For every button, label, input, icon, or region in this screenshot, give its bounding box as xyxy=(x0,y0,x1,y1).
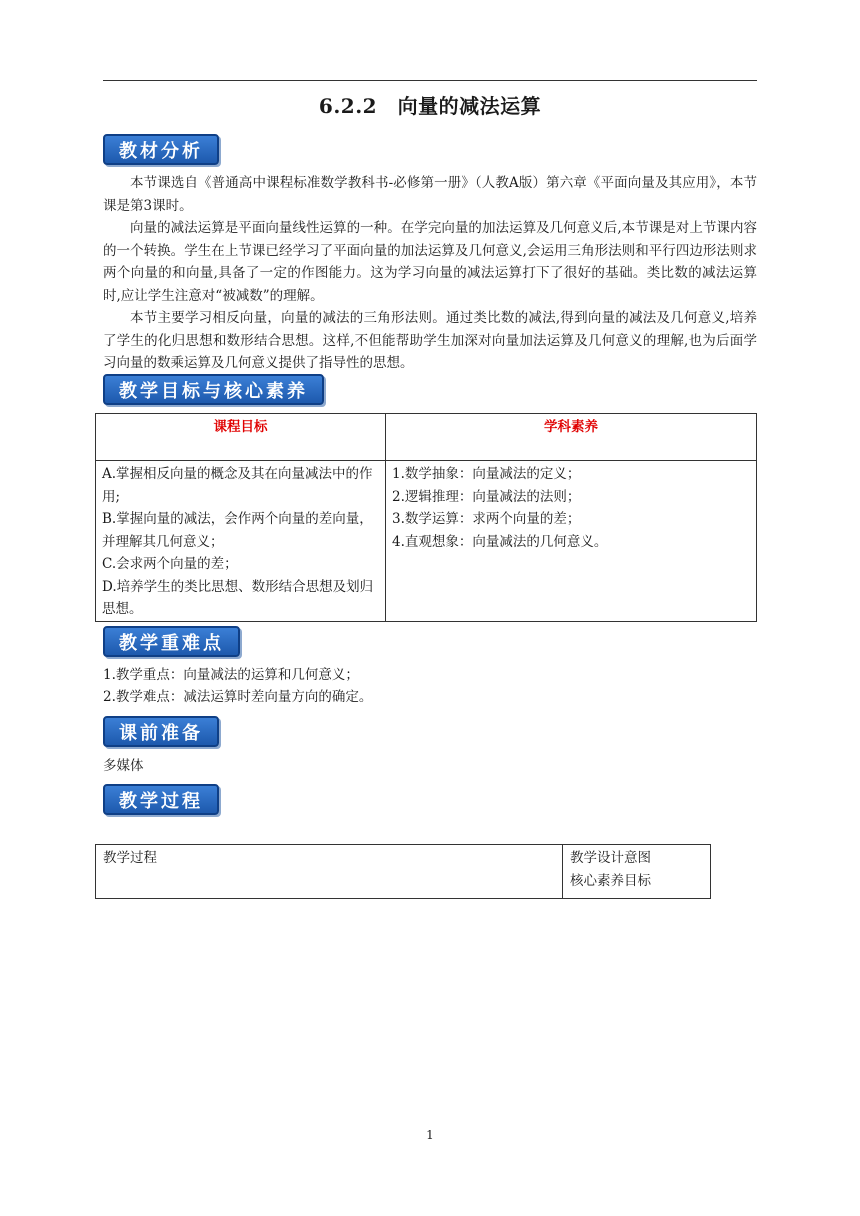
process-header-left: 教学过程 xyxy=(96,845,563,899)
course-goal-b: B.掌握向量的减法，会作两个向量的差向量，并理解其几何意义； xyxy=(102,511,373,550)
analysis-paragraph-1: 本节课选自《普通高中课程标准数学教科书-必修第一册》（人教A版）第六章《平面向量及其应用》，本节课是第3课时。 xyxy=(103,175,757,214)
course-goal-c: C.会求两个向量的差； xyxy=(102,556,238,572)
difficult-point: 2.教学难点：减法运算时差向量方向的确定。 xyxy=(103,689,373,705)
literacy-item-1: 1.数学抽象：向量减法的定义； xyxy=(392,466,581,482)
header-rule xyxy=(103,80,757,81)
page-title: 6.2.2 向量的减法运算 xyxy=(318,94,542,118)
course-goals-cell xyxy=(96,461,386,622)
page-number: 1 xyxy=(426,1128,434,1142)
literacy-item-2: 2.逻辑推理：向量减法的法则； xyxy=(392,488,581,505)
header-course-goals: 课程目标 xyxy=(96,414,386,461)
section-badge-analysis: 教材分析 xyxy=(103,134,219,165)
design-intent-label: 教学设计意图 xyxy=(570,850,651,866)
header-literacy: 学科素养 xyxy=(386,414,757,461)
literacy-item-4: 4.直观想象：向量减法的几何意义。 xyxy=(392,533,608,550)
analysis-paragraph-3: 本节主要学习相反向量，向量的减法的三角形法则。通过类比数的减法,得到向量的减法及几何意义,培养了学生的化归思想和数形结合思想。这样,不但能帮助学生加深对向量加法运算及几何意义的理解,也为后面学习向量的数乘运算及几何意义提供了指导性的思想。 xyxy=(103,310,757,371)
analysis-paragraph-2: 向量的减法运算是平面向量线性运算的一种。在学完向量的加法运算及几何意义后,本节课是对上节课内容的一个转换。学生在上节课已经学习了平面向量的加法运算及几何意义,会运用三角形法则和平行四边形法则求两个向量的和向量,具备了一定的作图能力。这为学习向量的减法运算打下了很好的基础。类比数的减法运算时,应让学生注意对“被减数”的理解。 xyxy=(103,220,757,304)
literacy-item-3: 3.数学运算：求两个向量的差； xyxy=(392,511,581,527)
process-header-right xyxy=(563,845,711,899)
course-goal-d: D.培养学生的类比思想、数形结合思想及划归思想。 xyxy=(102,578,374,617)
preparation-text: 多媒体 xyxy=(103,758,144,774)
literacy-cell xyxy=(386,461,757,622)
section-badge-process: 教学过程 xyxy=(103,784,219,815)
section-badge-preparation: 课前准备 xyxy=(103,716,219,747)
course-goal-a: A.掌握相反向量的概念及其在向量减法中的作用; xyxy=(102,466,373,505)
section-badge-objectives: 教学目标与核心素养 xyxy=(103,374,324,405)
objectives-table xyxy=(95,413,757,622)
section-badge-difficulties: 教学重难点 xyxy=(103,626,240,657)
core-literacy-label: 核心素养目标 xyxy=(570,872,651,889)
process-table xyxy=(95,844,711,899)
key-point: 1.教学重点：向量减法的运算和几何意义； xyxy=(103,667,359,683)
